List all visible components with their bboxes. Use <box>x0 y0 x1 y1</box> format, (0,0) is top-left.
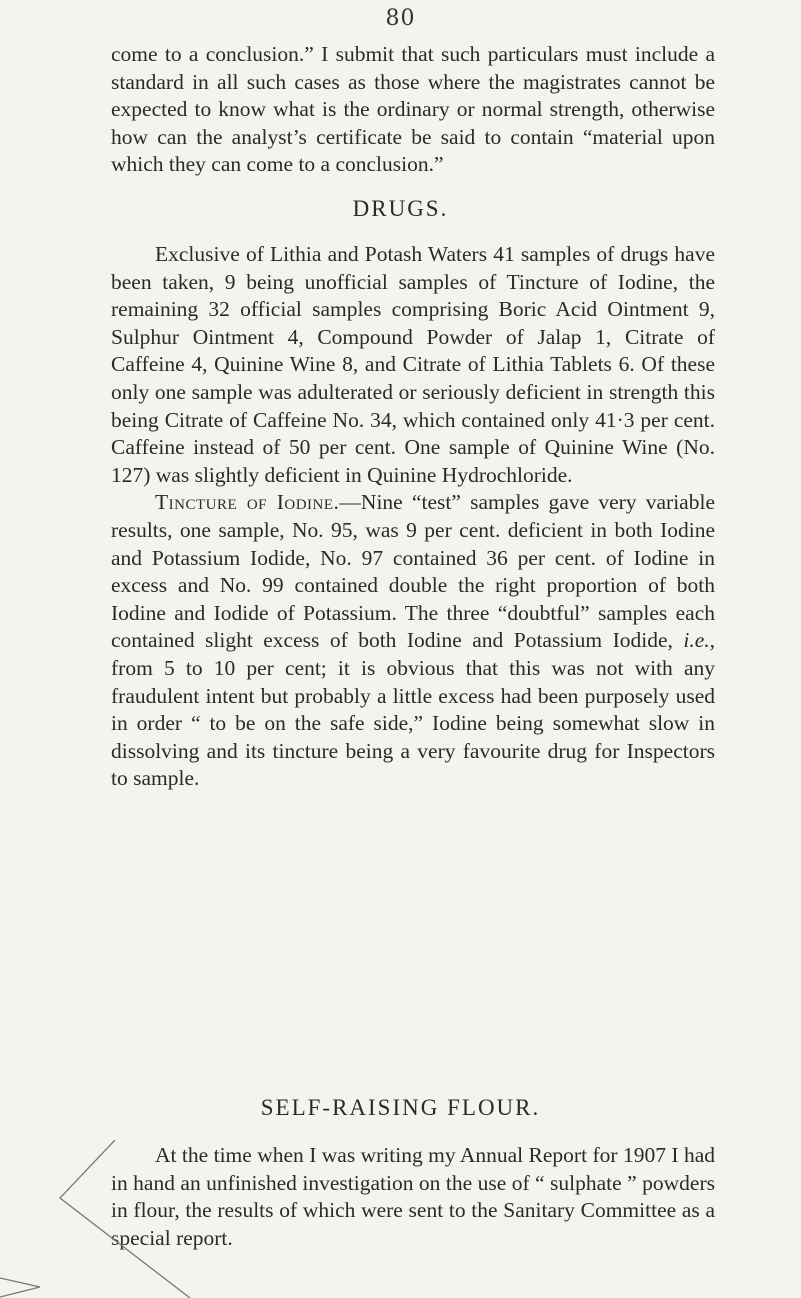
corner-fold-line <box>60 1140 190 1298</box>
drugs-section <box>111 241 715 793</box>
drugs-heading: DRUGS. <box>352 196 449 221</box>
flour-paragraph: At the time when I was writing my Annual Report for 1907 I had in hand an unfinished investigation on the use of “ sulphate ” powders in flour, the results of which were sent to the Sanitary Committee as a special report. <box>111 1143 715 1250</box>
page-number: 80 <box>385 6 416 31</box>
page-corner-marks <box>0 1140 260 1298</box>
drugs-paragraph-1: Exclusive of Lithia and Potash Waters 41 samples of drugs have been taken, 9 being unofficial samples of Tincture of Iodine, the remaining 32 official samples comprising Boric Acid Ointment 9, Sulphur Ointment 4, Compound Powder of Jalap 1, Citrate of Caffeine 4, Quinine Wine 8, and Citrate of Lithia Tablets 6. Of these only one sample was adulterated or seriously deficient in strength this being Citrate of Caffeine No. 34, which contained only 41·3 per cent. Caffeine instead of 50 per cent. One sample of Quinine Wine (No. 127) was slightly deficient in Quinine Hydrochloride. <box>111 242 715 487</box>
intro-paragraph <box>111 41 715 179</box>
tincture-text-end: , from 5 to 10 per cent; it is obvious that this was not with any fraudulent intent but probably a little excess had been purposely used in order “ to be on the safe side,” Iodine being somewhat slow in dissolving and its tincture being a very favourite drug for Inspectors to sample. <box>111 628 715 791</box>
tincture-label: Tincture of Iodine. <box>155 490 340 515</box>
drugs-paragraph-2 <box>111 489 715 793</box>
ie-abbreviation: i.e. <box>683 628 710 653</box>
tincture-text: —Nine “test” samples gave very variable results, one sample, No. 95, was 9 per cent. deficient in both Iodine and Potassium Iodide, No. 97 contained 36 per cent. of Iodine in excess and No. 99 contained double the right proportion of both Iodine and Iodide of Potassium. The three “doubtful” samples each contained slight excess of both Iodine and Potassium Iodide, <box>111 490 715 653</box>
corner-fold-edge <box>0 1278 40 1297</box>
flour-heading: SELF-RAISING FLOUR. <box>260 1095 541 1120</box>
intro-text: come to a conclusion.” I submit that such particulars must include a standard in all such cases as those where the magistrates cannot be expected to know what is the ordinary or normal strength, otherwise how can the analyst’s certificate be said to contain “material upon which they can come to a conclusion.” <box>111 42 715 177</box>
